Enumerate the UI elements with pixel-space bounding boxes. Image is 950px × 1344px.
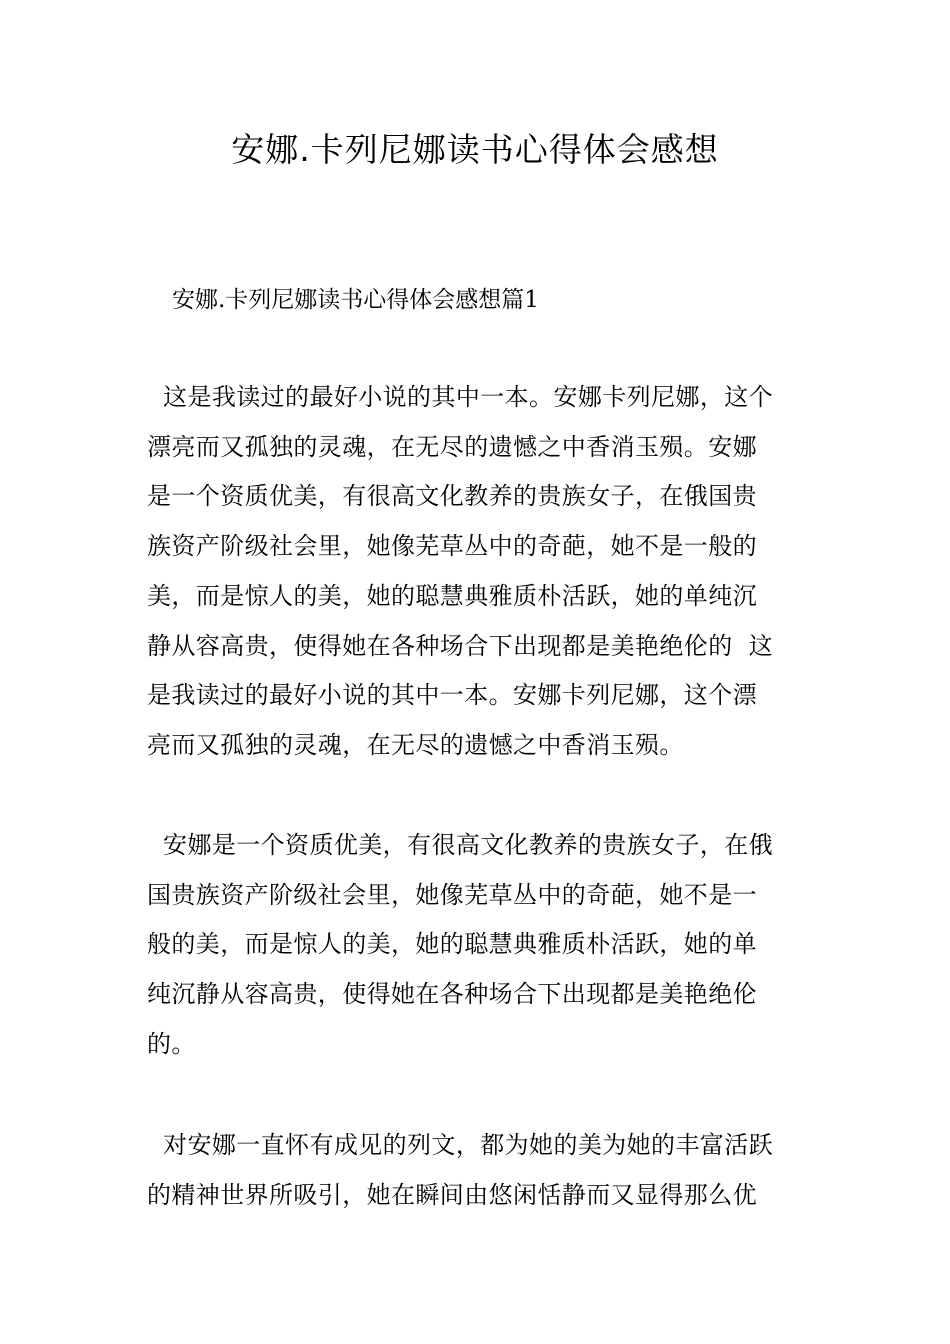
paragraph-line: 纯沉静从容高贵，使得她在各种场合下出现都是美艳绝伦 bbox=[147, 980, 757, 1009]
paragraph-3 bbox=[147, 1121, 807, 1220]
paragraph-line: 是我读过的最好小说的其中一本。安娜卡列尼娜，这个漂 bbox=[147, 681, 757, 710]
paragraph-line: 亮而又孤独的灵魂，在无尽的遗憾之中香消玉殒。 bbox=[147, 730, 684, 759]
paragraph-2 bbox=[147, 821, 807, 1070]
paragraph-line: 静从容高贵，使得她在各种场合下出现都是美艳绝伦的 这 bbox=[147, 631, 774, 660]
paragraph-line: 的。 bbox=[147, 1029, 196, 1058]
paragraph-line: 这是我读过的最好小说的其中一本。安娜卡列尼娜，这个 bbox=[147, 383, 774, 411]
paragraph-line: 国贵族资产阶级社会里，她像芜草丛中的奇葩，她不是一 bbox=[147, 880, 757, 909]
paragraph-line: 美，而是惊人的美，她的聪慧典雅质朴活跃，她的单纯沉 bbox=[147, 581, 757, 610]
paragraph-1 bbox=[147, 373, 807, 771]
paragraph-line: 般的美，而是惊人的美，她的聪慧典雅质朴活跃，她的单 bbox=[147, 930, 757, 959]
paragraph-line: 对安娜一直怀有成见的列文，都为她的美为她的丰富活跃 bbox=[147, 1131, 774, 1159]
paragraph-line: 安娜是一个资质优美，有很高文化教养的贵族女子，在俄 bbox=[147, 831, 774, 859]
paragraph-line: 是一个资质优美，有很高文化教养的贵族女子，在俄国贵 bbox=[147, 482, 757, 511]
document-title: 安娜.卡列尼娜读书心得体会感想 bbox=[231, 130, 719, 169]
paragraph-line: 的精神世界所吸引，她在瞬间由悠闲恬静而又显得那么优 bbox=[147, 1180, 757, 1209]
paragraph-line: 族资产阶级社会里，她像芜草丛中的奇葩，她不是一般的 bbox=[147, 532, 757, 561]
paragraph-line: 漂亮而又孤独的灵魂，在无尽的遗憾之中香消玉殒。安娜 bbox=[147, 432, 757, 461]
section-heading: 安娜.卡列尼娜读书心得体会感想篇1 bbox=[172, 287, 539, 313]
